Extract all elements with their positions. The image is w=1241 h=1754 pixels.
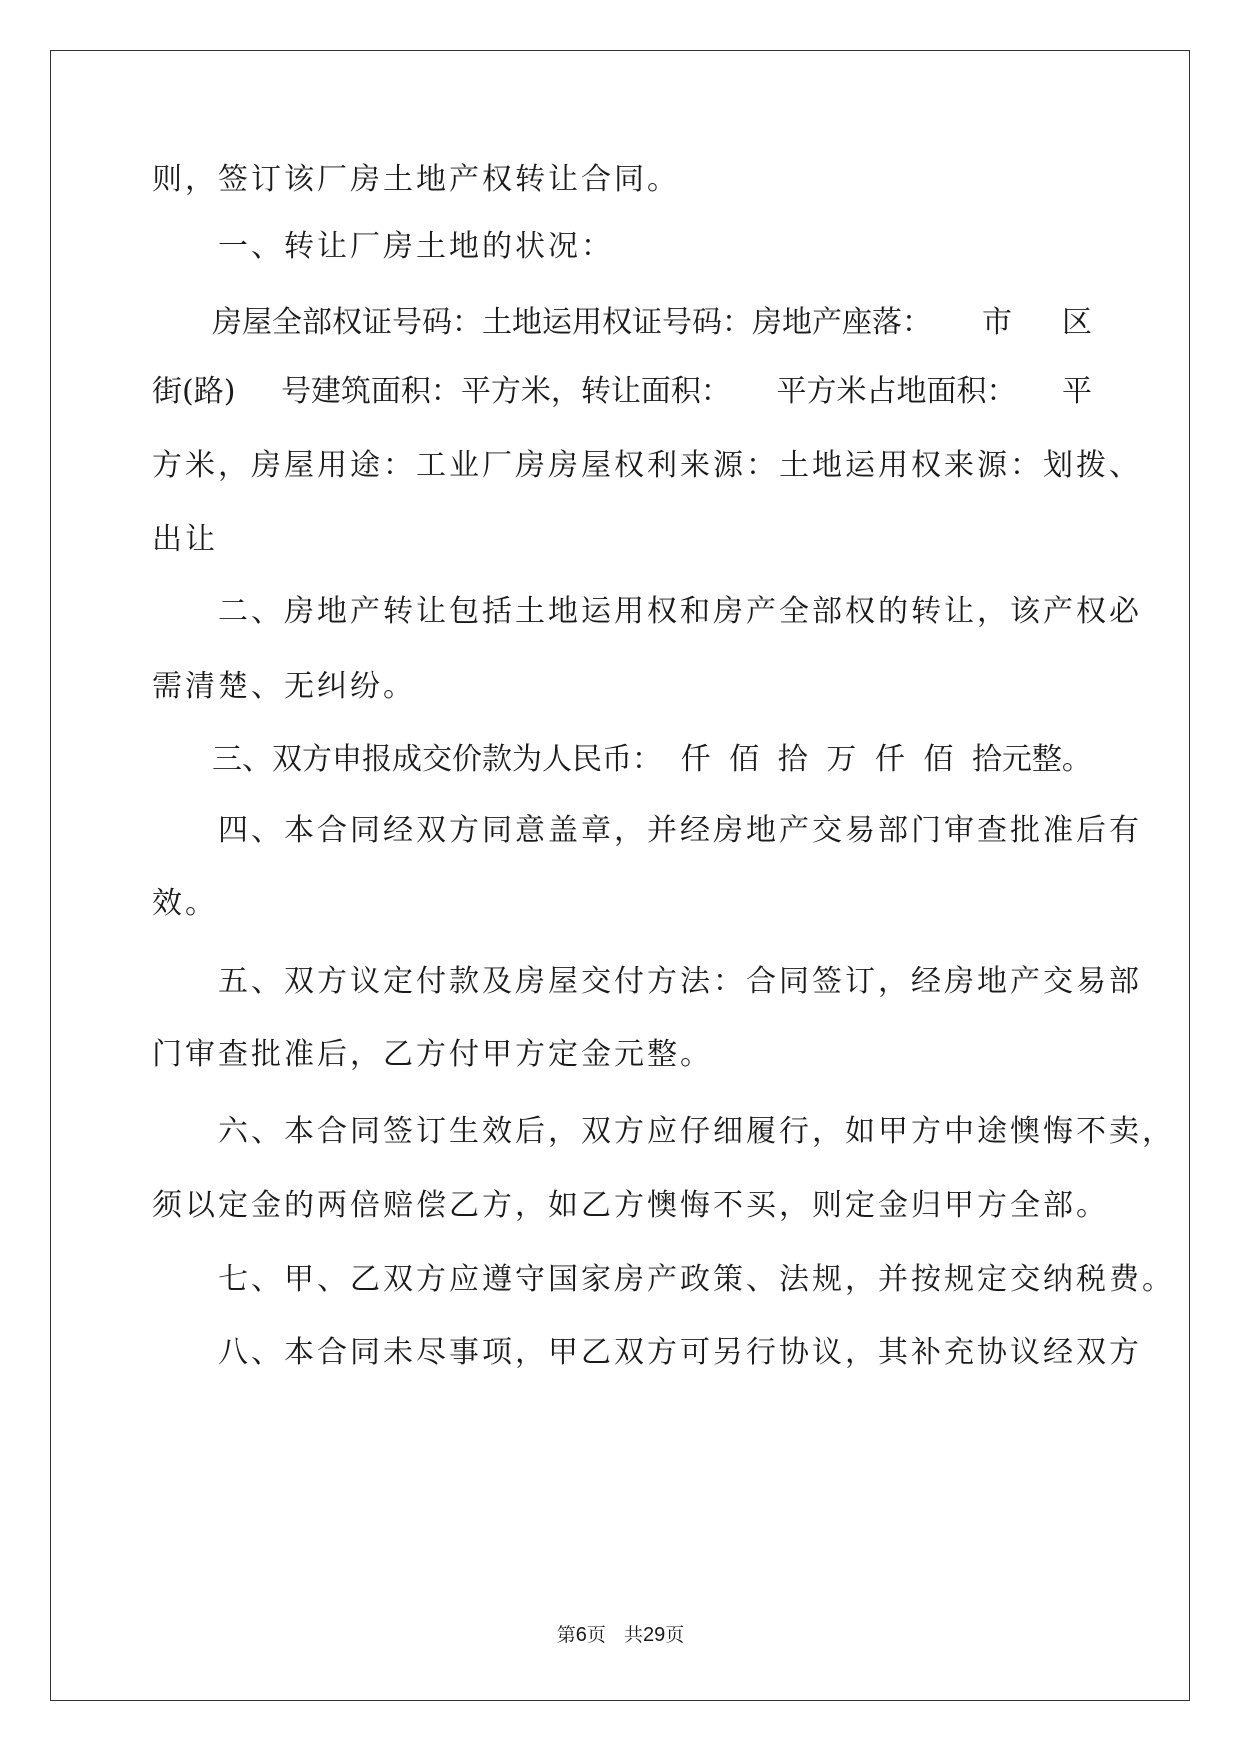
- text-segment: 街(路): [152, 374, 236, 409]
- total-suffix: 页: [665, 1624, 685, 1646]
- text-line: 二、房地产转让包括土地运用权和房产全部权的转让，该产权必: [152, 594, 1142, 629]
- total-pages: 29: [643, 1624, 666, 1646]
- text-line: 需清楚、无纠纷。: [152, 669, 416, 704]
- page-prefix: 第: [556, 1624, 576, 1646]
- page-number: 6: [575, 1624, 587, 1646]
- text-segment: 拾元整。: [971, 742, 1092, 777]
- text-segment: 市: [982, 305, 1012, 340]
- text-line: 出让: [152, 522, 218, 557]
- text-segment: 拾: [777, 742, 808, 777]
- text-segment: 仟: [874, 742, 905, 777]
- text-line: 四、本合同经双方同意盖章，并经房地产交易部门审查批准后有: [152, 813, 1142, 848]
- text-segment: 号建筑面积：平方米，转让面积：: [280, 374, 731, 409]
- text-line: 须以定金的两倍赔偿乙方，如乙方懊悔不买，则定金归甲方全部。: [152, 1188, 1109, 1223]
- text-line: 七、甲、乙双方应遵守国家房产政策、法规，并按规定交纳税费。: [152, 1262, 1175, 1297]
- text-line: 则，签订该厂房土地产权转让合同。: [152, 162, 680, 197]
- page-footer: [0, 1620, 1241, 1647]
- total-prefix: 共: [624, 1624, 644, 1646]
- text-segment: 万: [826, 742, 857, 777]
- text-segment: 三、双方申报成交价款为人民币：: [152, 742, 662, 777]
- page-border: [50, 50, 1190, 1701]
- text-line: 五、双方议定付款及房屋交付方法：合同签订，经房地产交易部: [152, 964, 1142, 999]
- text-line: 效。: [152, 886, 218, 921]
- text-line: [152, 740, 1092, 780]
- text-line: 一、转让厂房土地的状况：: [152, 229, 614, 264]
- text-segment: 平: [1061, 374, 1092, 409]
- text-segment: 佰: [923, 742, 954, 777]
- text-segment: 佰: [729, 742, 760, 777]
- page-suffix: 页: [586, 1624, 606, 1646]
- text-line: 六、本合同签订生效后，双方应仔细履行，如甲方中途懊悔不卖，: [152, 1114, 1175, 1149]
- text-segment: 平方米占地面积：: [776, 374, 1017, 409]
- text-segment: 仟: [680, 742, 711, 777]
- text-line: 八、本合同未尽事项，甲乙双方可另行协议，其补充协议经双方: [152, 1335, 1142, 1370]
- text-line: [152, 372, 1092, 412]
- text-line: 方米，房屋用途：工业厂房房屋权利来源：土地运用权来源：划拨、: [152, 448, 1142, 483]
- text-line: 门审查批准后，乙方付甲方定金元整。: [152, 1037, 713, 1072]
- text-segment: 房屋全部权证号码：土地运用权证号码：房地产座落：: [152, 305, 932, 340]
- text-line: [152, 303, 1092, 343]
- text-segment: 区: [1062, 305, 1092, 340]
